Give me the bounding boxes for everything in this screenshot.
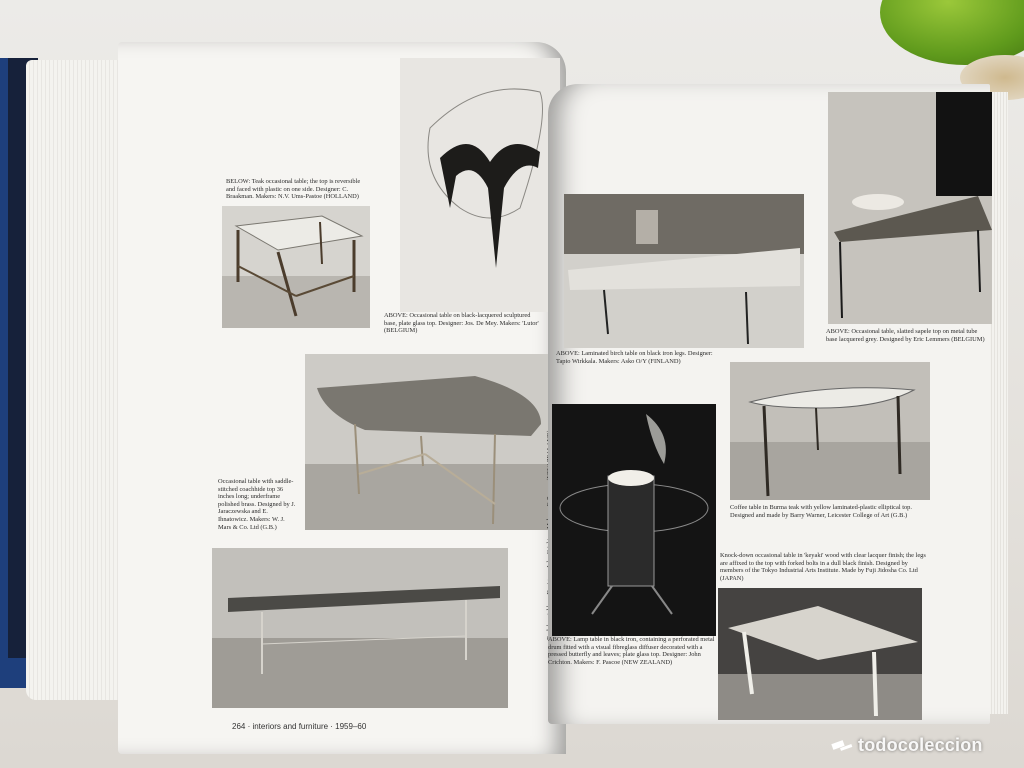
caption-teak-table: BELOW: Teak occasional table; the top is reversible and faced with plastic on one side. Designer: C. Braakman. Makers: N.V. Ums-Pastoe (HOLLAND) bbox=[226, 178, 361, 201]
slatted-table-illustration bbox=[828, 92, 992, 324]
photo-knockdown-table bbox=[718, 588, 922, 720]
teak-table-illustration bbox=[222, 206, 370, 328]
page-folio: 264 · interiors and furniture · 1959–60 bbox=[232, 722, 367, 731]
caption-slatted-table: ABOVE: Occasional table, slatted sapele top on metal tube base lacquered grey. Designed by Eric Lemmers (BELGIUM) bbox=[826, 328, 985, 343]
caption-coachhide-table: Occasional table with saddle-stitched coachhide top 36 inches long; underframe polished brass. Designed by J. Jaraczewska and E. Ihnatowicz. Makers: W. J. Mars & Co. Ltd (G.B.) bbox=[218, 478, 296, 531]
coffee-table-illustration bbox=[730, 362, 930, 500]
watermark-text: todocoleccion bbox=[858, 735, 983, 755]
photo-lamp-table bbox=[552, 404, 716, 636]
caption-sculptured-table: ABOVE: Occasional table on black-lacquered sculptured base, plate glass top. Designer: Jos. De Mey. Makers: 'Lutor' (BELGIUM) bbox=[384, 312, 539, 335]
photo-slatted-table bbox=[828, 92, 992, 324]
lamp-table-illustration bbox=[552, 404, 716, 636]
photo-teak-table bbox=[222, 206, 370, 328]
sculptured-table-illustration bbox=[400, 58, 560, 312]
caption-coffee-table: Coffee table in Burma teak with yellow laminated-plastic elliptical top. Designed and made by Barry Warner, Leicester College of Art (G.B.) bbox=[730, 504, 912, 519]
long-table-illustration bbox=[212, 548, 508, 708]
photo-coffee-table bbox=[730, 362, 930, 500]
photo-coachhide-table bbox=[305, 354, 553, 530]
hammer-icon bbox=[830, 738, 854, 756]
knockdown-table-illustration bbox=[718, 588, 922, 720]
caption-birch-table: ABOVE: Laminated birch table on black iron legs. Designer: Tapio Wirkkala. Makers: Asko O/Y (FINLAND) bbox=[556, 350, 713, 365]
coachhide-table-illustration bbox=[305, 354, 553, 530]
caption-knockdown-table: Knock-down occasional table in 'keyaki' wood with clear lacquer finish; the legs are affixed to the top with forked bolts in a dull black finish. Designed by members of the Tokyo Industrial Arts Institute. Made by Fuji Jidosha Co. Ltd (JAPAN) bbox=[720, 552, 926, 582]
photo-sculptured-table bbox=[400, 58, 560, 312]
caption-lamp-table: ABOVE: Lamp table in black iron, containing a perforated metal drum fitted with a visual fibreglass diffuser decorated with a pressed butterfly and leaves; plate glass top. Designer: John Crichton. Makers: F. Pascoe (NEW ZEALAND) bbox=[548, 636, 715, 666]
birch-table-illustration bbox=[564, 194, 804, 348]
photo-birch-table bbox=[564, 194, 804, 348]
photo-long-table bbox=[212, 548, 508, 708]
